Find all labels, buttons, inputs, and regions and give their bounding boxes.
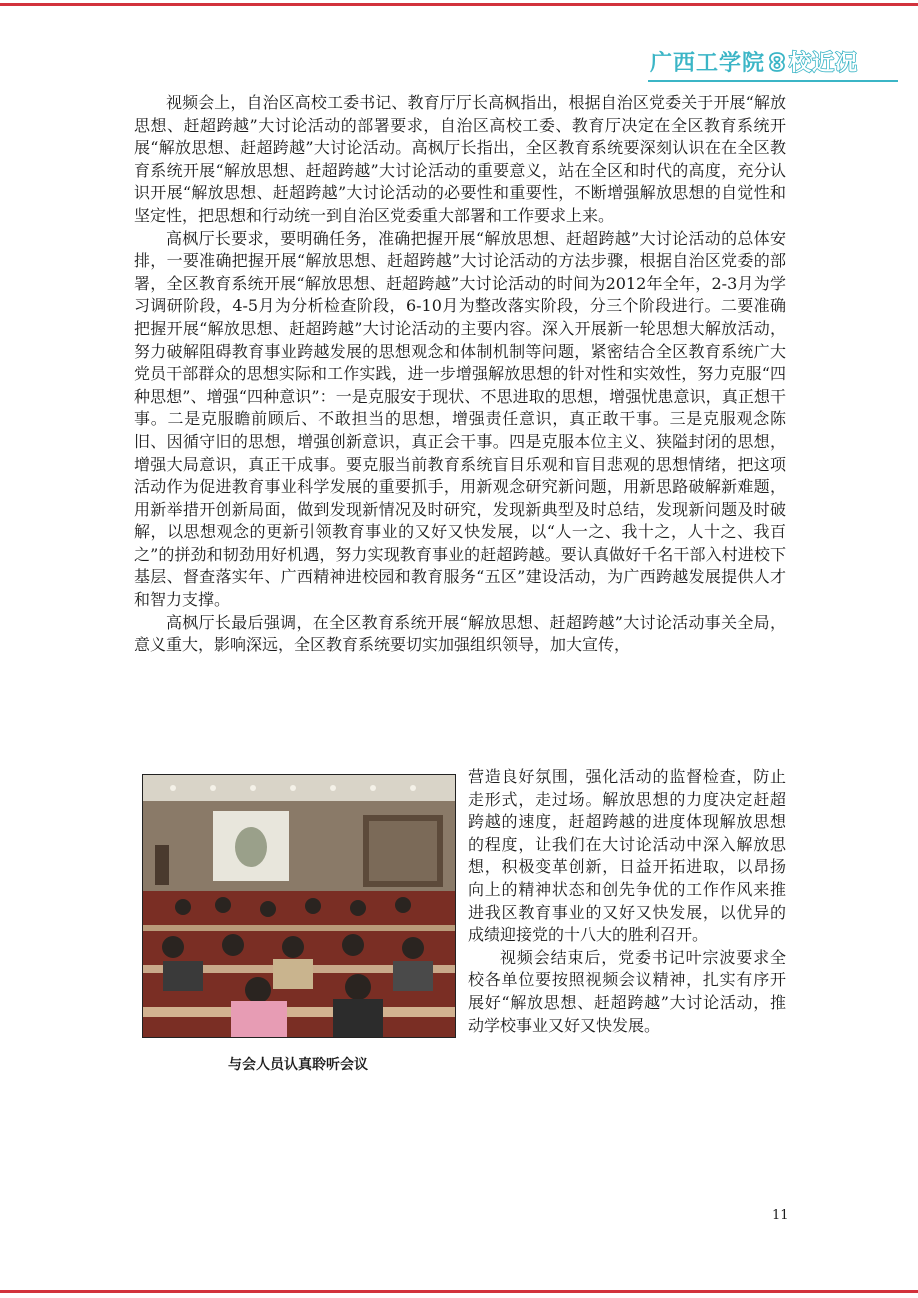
side-paragraph-1: 营造良好氛围，强化活动的监督检查，防止走形式，走过场。解放思想的力度决定赶超跨越的速度，赶超跨越的进度体现解放思想的程度，让我们在大讨论活动中深入解放思想，积极变革创新，日益开拓进取，以昂扬向上的精神状态和创先争优的工作作风来推进我区教育事业的又好又快发展，以优异的成绩迎接党的十八大的胜利召开。	[468, 767, 786, 945]
article-paragraph-3: 高枫厅长最后强调，在全区教育系统开展“解放思想、赶超跨越”大讨论活动事关全局，意义重大，影响深远，全区教育系统要切实加强组织领导，加大宣传，	[134, 612, 786, 655]
bottom-border-line	[0, 1290, 918, 1293]
masthead-column-name: 校近况	[789, 51, 859, 76]
masthead-underline	[648, 80, 898, 82]
article-body	[134, 92, 786, 657]
article-paragraph-1: 视频会上，自治区高校工委书记、教育厅厅长高枫指出，根据自治区党委关于开展“解放思想、赶超跨越”大讨论活动的部署要求，自治区高校工委、教育厅决定在全区教育系统开展“解放思想、赶超跨越”大讨论活动。高枫厅长指出，全区教育系统要深刻认识在在全区教育系统开展“解放思想、赶超跨越”大讨论活动的重要意义，站在全区和时代的高度，充分认识开展“解放思想、赶超跨越”大讨论活动的必要性和重要性，不断增强解放思想的自觉性和坚定性，把思想和行动统一到自治区党委重大部署和工作要求上来。	[134, 93, 786, 225]
masthead-title	[650, 46, 890, 78]
meeting-photo-illustration	[143, 775, 455, 1037]
top-border-line	[0, 3, 918, 6]
photo-caption: 与会人员认真聆听会议	[228, 1057, 368, 1073]
page-number: 11	[772, 1208, 789, 1223]
masthead-school-name: 广西工学院	[650, 51, 766, 76]
side-text-column	[468, 766, 786, 1037]
meeting-photo	[142, 774, 456, 1038]
decorative-loop-icon	[766, 51, 788, 73]
side-paragraph-2: 视频会结束后，党委书记叶宗波要求全校各单位要按照视频会议精神，扎实有序开展好“解放思想、赶超跨越”大讨论活动，推动学校事业又好又快发展。	[468, 947, 786, 1035]
article-paragraph-2: 高枫厅长要求，要明确任务，准确把握开展“解放思想、赶超跨越”大讨论活动的总体安排，一要准确把握开展“解放思想、赶超跨越”大讨论活动的方法步骤，根据自治区党委的部署，全区教育系统开展“解放思想、赶超跨越”大讨论活动的时间为2012年全年，2-3月为学习调研阶段，4-5月为分析检查阶段，6-10月为整改落实阶段，分三个阶段进行。二要准确把握开展“解放思想、赶超跨越”大讨论活动的主要内容。深入开展新一轮思想大解放活动，努力破解阻碍教育事业跨越发展的思想观念和体制机制等问题，紧密结合全区教育系统广大党员干部群众的思想实际和工作实践，进一步增强解放思想的针对性和实效性，努力克服“四种思想”、增强“四种意识”：一是克服安于现状、不思进取的思想，增强忧患意识，真正想干事。二是克服瞻前顾后、不敢担当的思想，增强责任意识，真正敢干事。三是克服观念陈旧、因循守旧的思想，增强创新意识，真正会干事。四是克服本位主义、狭隘封闭的思想，增强大局意识，真正干成事。要克服当前教育系统盲目乐观和盲目悲观的思想情绪，把这项活动作为促进教育事业科学发展的重要抓手，用新观念研究新问题，用新思路破解新难题，用新举措开创新局面，做到发现新情况及时研究，发现新典型及时总结，发现新问题及时破解，以思想观念的更新引领教育事业的又好又快发展，以“人一之、我十之，人十之、我百之”的拼劲和韧劲用好机遇，努力实现教育事业的赶超跨越。要认真做好千名干部入村进校下基层、督查落实年、广西精神进校园和教育服务“五区”建设活动，为广西跨越发展提供人才和智力支撑。	[134, 228, 786, 610]
